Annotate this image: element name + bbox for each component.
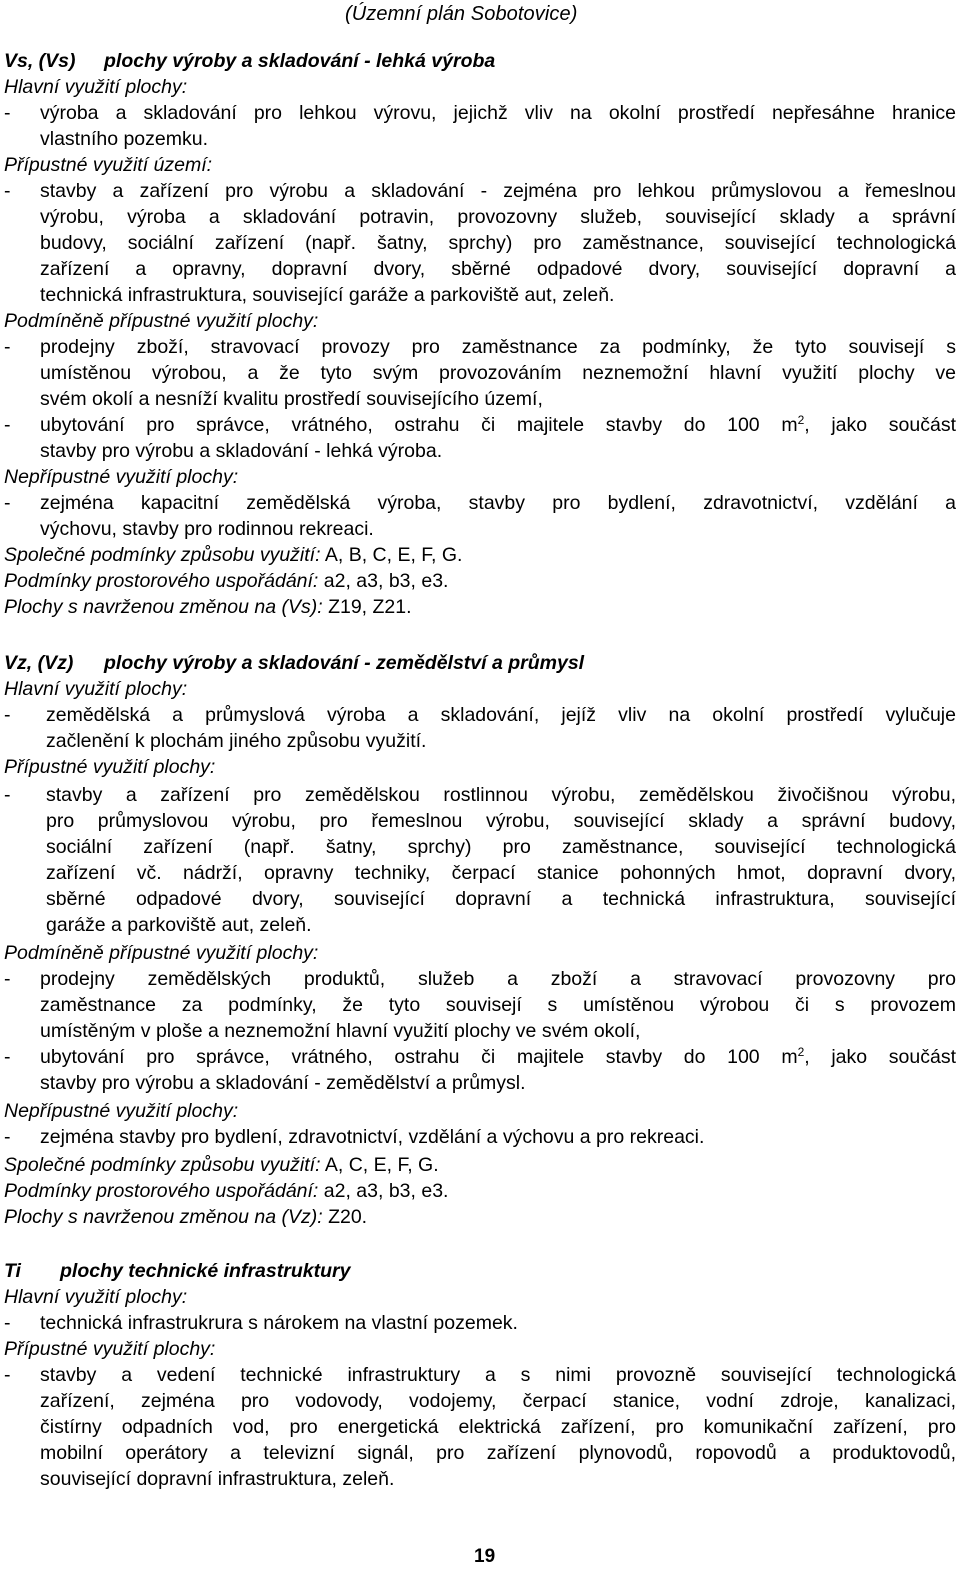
section-code: Vs, (Vs) (4, 50, 76, 72)
bullet-dash: - (4, 968, 11, 990)
list-item-text: zaměstnance za podmínky, že tyto souvisejí s umístěnou výrobou či s provozem (40, 994, 956, 1016)
label-nepripustne: Nepřípustné využití plochy: (4, 466, 239, 488)
navrzena-zmena: Plochy s navrženou změnou na (Vz): Z20. (4, 1206, 368, 1228)
bullet-dash: - (4, 102, 11, 124)
list-item (4, 1044, 956, 1070)
list-item-text: výrobu, výroba a skladování potravin, provozovny služeb, související sklady a správní (40, 206, 956, 228)
label-hlavni: Hlavní využití plochy: (4, 678, 188, 700)
list-item-text: stavby a zařízení pro zemědělskou rostlinnou výrobu, zemědělskou živočišnou výrobu, (46, 784, 956, 806)
list-item-text: zařízení, zejména pro vodovody, vodojemy, čerpací stanice, vodní zdroje, kanalizaci, (40, 1390, 956, 1412)
list-item (4, 100, 956, 126)
list-item (4, 782, 956, 808)
list-item-text: ubytování pro správce, vrátného, ostrahu či majitele stavby do 100 $m^2$, jako součást (40, 413, 956, 436)
list-item-text: vlastního pozemku. (40, 128, 209, 150)
list-item-text: začlenění k plochám jiného způsobu využití. (46, 730, 427, 752)
list-item (4, 490, 956, 516)
label-pripustne: Přípustné využití plochy: (4, 756, 216, 778)
label-pripustne: Přípustné využití území: (4, 154, 213, 176)
label-podminene: Podmíněně přípustné využití plochy: (4, 942, 319, 964)
list-item (4, 1124, 956, 1150)
bullet-dash: - (4, 180, 11, 202)
document-header: (Územní plán Sobotovice) (345, 3, 578, 25)
list-item-text: stavby pro výrobu a skladování - zemědělství a průmysl. (40, 1072, 526, 1094)
list-item-text: budovy, sociální zařízení (např. šatny, sprchy) pro zaměstnance, související technologická (40, 232, 956, 254)
list-item-text: umístěnou výrobou, a že tyto svým provozováním neznemožní hlavní využití plochy ve (40, 362, 956, 384)
list-item-text: mobilní operátory a televizní signál, pro zařízení plynovodů, ropovodů a produktovodů, (40, 1442, 956, 1464)
label-pripustne: Přípustné využití plochy: (4, 1338, 216, 1360)
list-item-text: sociální zařízení (např. šatny, sprchy) pro zaměstnance, související technologická (46, 836, 956, 858)
list-item-text: zařízení vč. nádrží, opravny techniky, čerpací stanice pohonných hmot, dopravní dvory, (46, 862, 956, 884)
list-item (4, 334, 956, 360)
list-item (4, 178, 956, 204)
section-heading-vz (4, 650, 584, 676)
list-item (4, 412, 956, 438)
label-hlavni: Hlavní využití plochy: (4, 1286, 188, 1308)
list-item-text: stavby a vedení technické infrastruktury a s nimi provozně související technologická (40, 1364, 956, 1386)
bullet-dash: - (4, 414, 11, 436)
section-heading-ti (4, 1258, 350, 1284)
list-item (4, 1310, 956, 1336)
bullet-dash: - (4, 1046, 11, 1068)
list-item-text: stavby a zařízení pro výrobu a skladování - zejména pro lehkou průmyslovou a řemeslnou (40, 180, 956, 202)
list-item-text: zejména stavby pro bydlení, zdravotnictví, vzdělání a výchovu a pro rekreaci. (40, 1126, 705, 1148)
list-item-text: ubytování pro správce, vrátného, ostrahu či majitele stavby do 100 $m^2$, jako součást (40, 1045, 956, 1068)
list-item (4, 702, 956, 728)
section-code: Vz, (Vz) (4, 652, 74, 674)
bullet-dash: - (4, 784, 11, 806)
list-item-text: technická infrastruktura, související garáže a parkoviště aut, zeleň. (40, 284, 615, 306)
bullet-dash: - (4, 1126, 11, 1148)
list-item-text: výroba a skladování pro lehkou výrovu, jejichž vliv na okolní prostředí nepřesáhne hranice (40, 102, 956, 124)
list-item-text: čistírny odpadních vod, pro energetická elektrická zařízení, pro komunikační zařízení, pro (40, 1416, 956, 1438)
spolecne-podminky: Společné podmínky způsobu využití: A, B, C, E, F, G. (4, 544, 463, 566)
list-item-text: související dopravní infrastruktura, zeleň. (40, 1468, 395, 1490)
prostorove-usporadani: Podmínky prostorového uspořádání: a2, a3, b3, e3. (4, 570, 449, 592)
prostorove-usporadani: Podmínky prostorového uspořádání: a2, a3, b3, e3. (4, 1180, 449, 1202)
list-item-text: pro průmyslovou výrobu, pro řemeslnou výrobu, související sklady a správní budovy, (46, 810, 956, 832)
bullet-dash: - (4, 704, 11, 726)
list-item-text: zařízení a opravny, dopravní dvory, sběrné odpadové dvory, související dopravní a (40, 258, 956, 280)
bullet-dash: - (4, 336, 11, 358)
label-hlavni: Hlavní využití plochy: (4, 76, 188, 98)
list-item-text: zejména kapacitní zemědělská výroba, stavby pro bydlení, zdravotnictví, vzdělání a (40, 492, 956, 514)
list-item-text: garáže a parkoviště aut, zeleň. (46, 914, 312, 936)
list-item-text: stavby pro výrobu a skladování - lehká výroba. (40, 440, 443, 462)
list-item-text: technická infrastrukrura s nárokem na vlastní pozemek. (40, 1312, 518, 1334)
bullet-dash: - (4, 1364, 11, 1386)
list-item-text: prodejny zboží, stravovací provozy pro zaměstnance za podmínky, že tyto souvisejí s (40, 336, 956, 358)
section-title: plochy technické infrastruktury (60, 1260, 351, 1282)
list-item-text: svém okolí a nesníží kvalitu prostředí souvisejícího území, (40, 388, 543, 410)
spolecne-podminky: Společné podmínky způsobu využití: A, C, E, F, G. (4, 1154, 439, 1176)
label-podminene: Podmíněně přípustné využití plochy: (4, 310, 319, 332)
section-code: Ti (4, 1260, 21, 1282)
label-nepripustne: Nepřípustné využití plochy: (4, 1100, 239, 1122)
list-item (4, 966, 956, 992)
section-heading-vs (4, 48, 495, 74)
list-item-text: prodejny zemědělských produktů, služeb a zboží a stravovací provozovny pro (40, 968, 956, 990)
list-item-text: umístěným v ploše a neznemožní hlavní využití plochy ve svém okolí, (40, 1020, 641, 1042)
list-item (4, 1362, 956, 1388)
bullet-dash: - (4, 1312, 11, 1334)
list-item-text: výchovu, stavby pro rodinnou rekreaci. (40, 518, 374, 540)
list-item-text: sběrné odpadové dvory, související dopravní a technická infrastruktura, související (46, 888, 956, 910)
page-number: 19 (474, 1546, 496, 1567)
list-item-text: zemědělská a průmyslová výroba a skladování, jejíž vliv na okolní prostředí vylučuje (46, 704, 956, 726)
navrzena-zmena: Plochy s navrženou změnou na (Vs): Z19, Z21. (4, 596, 412, 618)
section-title: plochy výroby a skladování - lehká výroba (104, 50, 496, 72)
bullet-dash: - (4, 492, 11, 514)
section-title: plochy výroby a skladování - zemědělství a průmysl (104, 652, 585, 674)
